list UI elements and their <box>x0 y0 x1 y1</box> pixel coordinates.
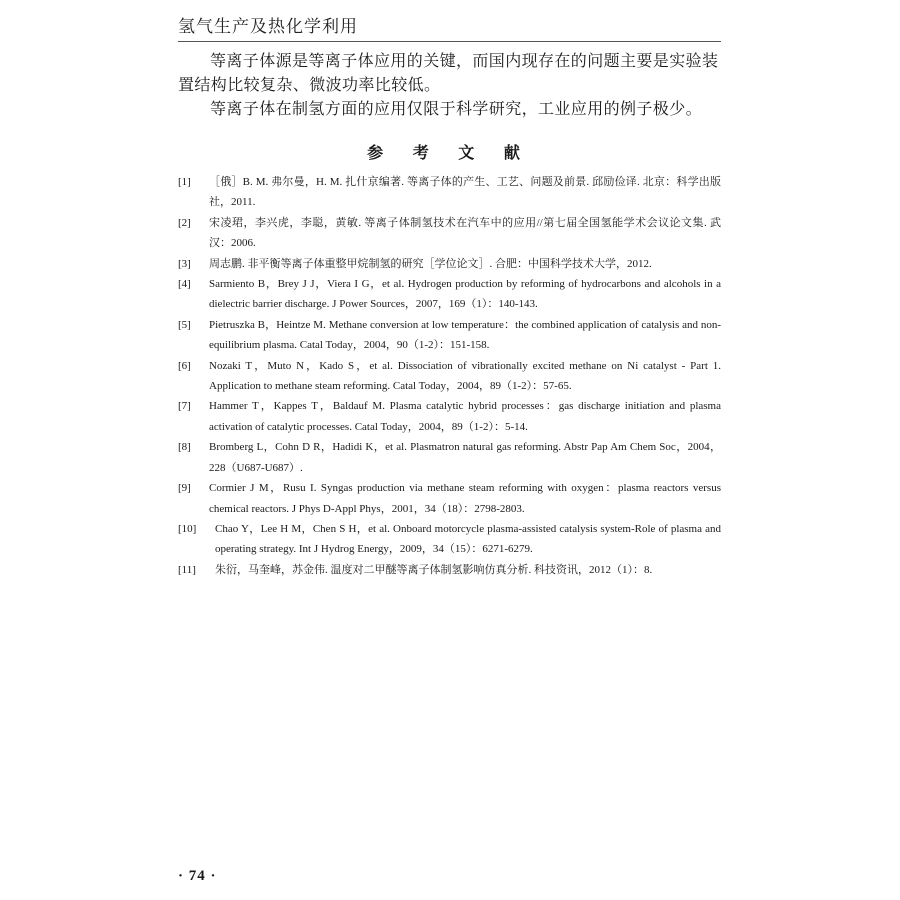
reference-number: [6] <box>178 359 191 372</box>
reference-text: Chao Y，Lee H M，Chen S H，et al. Onboard motorcycle plasma-assisted catalysis system-Role of plasma and operating strategy. Int J Hydrog Energy，2009，34（15）：6271-6279. <box>215 522 721 556</box>
reference-number: [8] <box>178 441 191 454</box>
reference-text: Bromberg L，Cohn D R，Hadidi K，et al. Plasmatron natural gas reforming. Abstr Pap Am Chem Soc，2004，228（U687-U687）. <box>209 441 721 474</box>
reference-text: Hammer T，Kappes T，Baldauf M. Plasma catalytic hybrid processes：gas discharge initiation and plasma activation of catalytic processes. Catal Today，2004，89（1-2）：5-14. <box>209 400 721 433</box>
reference-number: [5] <box>178 318 191 331</box>
body-text <box>178 49 721 121</box>
reference-number: [2] <box>178 216 191 229</box>
reference-item <box>178 356 721 397</box>
paragraph: 等离子体源是等离子体应用的关键，而国内现存在的问题主要是实验装置结构比较复杂、微波功率比较低。 <box>178 51 719 94</box>
reference-number: [11] <box>178 563 196 576</box>
reference-number: [4] <box>178 278 191 291</box>
reference-text: 朱衍，马奎峰，苏金伟. 温度对二甲醚等离子体制氢影响仿真分析. 科技资讯，2012（1）：8. <box>215 563 653 576</box>
reference-item <box>178 560 721 580</box>
reference-text: 周志鹏. 非平衡等离子体重整甲烷制氢的研究［学位论文］. 合肥：中国科学技术大学，2012. <box>209 257 652 270</box>
page-number: · 74 · <box>178 868 217 884</box>
reference-item <box>178 172 721 213</box>
reference-item <box>178 437 721 478</box>
reference-text: ［俄］B. M. 弗尔曼，H. M. 扎什京编著. 等离子体的产生、工艺、问题及前景. 邱励俭译. 北京：科学出版社，2011. <box>209 176 721 209</box>
paragraph: 等离子体在制氢方面的应用仅限于科学研究，工业应用的例子极少。 <box>210 99 703 118</box>
reference-number: [1] <box>178 176 191 188</box>
references-heading: 参 考 文 献 <box>367 143 532 162</box>
reference-item <box>178 254 721 274</box>
reference-item <box>178 478 721 519</box>
reference-text: Pietruszka B，Heintze M. Methane conversion at low temperature：the combined application of catalysis and non-equilibrium plasma. Catal Today，2004，90（1-2）：151-158. <box>209 318 721 352</box>
reference-text: Nozaki T，Muto N，Kado S，et al. Dissociation of vibrationally excited methane on Ni catalyst - Part 1. Application to methane steam reforming. Catal Today，2004，89（1-2）：57-65. <box>209 359 721 393</box>
reference-text: Sarmiento B，Brey J J，Viera I G，et al. Hydrogen production by reforming of hydrocarbons and alcohols in a dielectric barrier discharge. J Power Sources，2007，169（1）：140-143. <box>209 278 721 311</box>
reference-text: Cormier J M，Rusu I. Syngas production via methane steam reforming with oxygen：plasma reactors versus chemical reactors. J Phys D-Appl Phys，2001，34（18）：2798-2803. <box>209 482 721 515</box>
reference-item <box>178 274 721 315</box>
header-rule <box>178 41 721 42</box>
reference-list <box>178 172 721 580</box>
reference-number: [7] <box>178 400 191 413</box>
reference-item <box>178 396 721 437</box>
reference-text: 宋凌珺，李兴虎，李聪，黄敏. 等离子体制氢技术在汽车中的应用//第七届全国氢能学术会议论文集. 武汉：2006. <box>209 216 721 250</box>
reference-number: [3] <box>178 257 191 270</box>
reference-item <box>178 213 721 254</box>
reference-item <box>178 519 721 560</box>
reference-number: [9] <box>178 482 191 495</box>
running-head: 氢气生产及热化学利用 <box>178 17 358 37</box>
reference-number: [10] <box>178 522 197 535</box>
reference-item <box>178 315 721 356</box>
